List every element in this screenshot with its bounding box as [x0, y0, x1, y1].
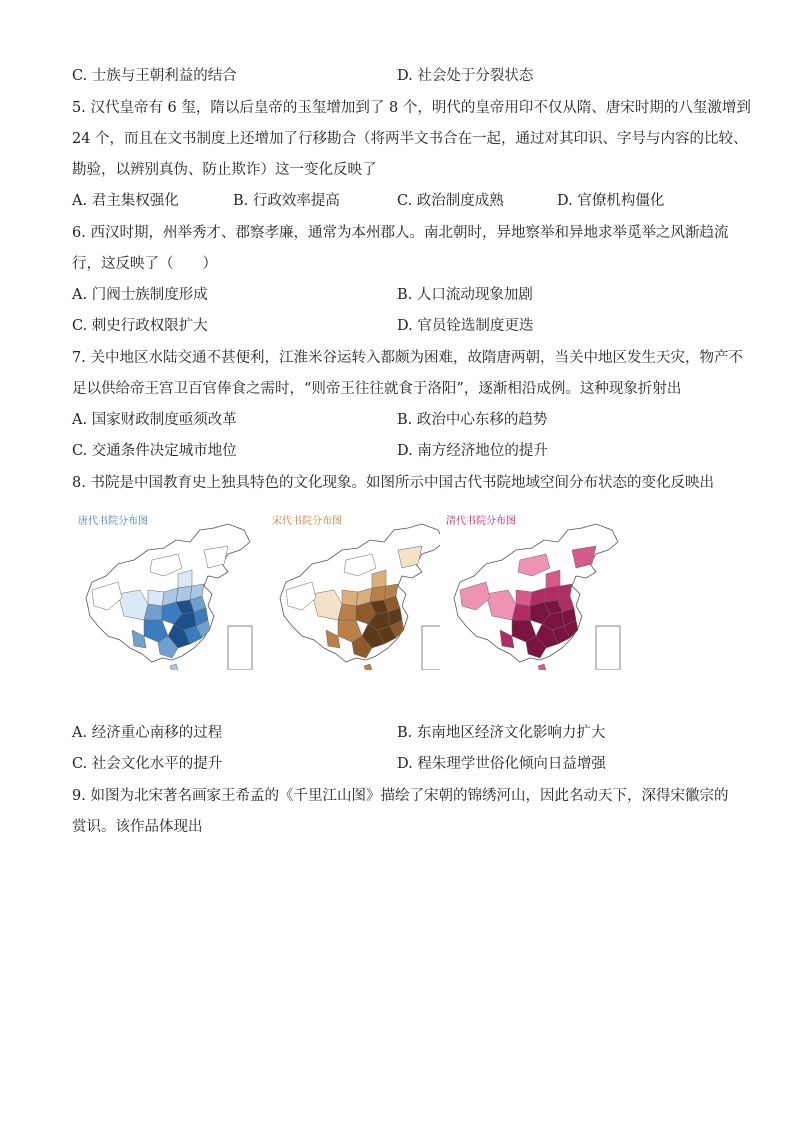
q8-option-c: C. 社会文化水平的提升: [72, 756, 223, 772]
map-title: 唐代书院分布图: [78, 516, 148, 527]
q7-option-b: B. 政治中心东移的趋势: [397, 412, 548, 428]
q6-option-b: B. 人口流动现象加剧: [397, 287, 533, 303]
q6-option-c: C. 刺史行政权限扩大: [72, 318, 208, 334]
q5-stem-line-1: 5. 汉代皇帝有 6 玺，隋以后皇帝的玉玺增加到了 8 个，明代的皇帝用印不仅从隋、唐宋时期的八玺激增到: [72, 100, 751, 116]
q6-stem-line-2: 行，这反映了（ ）: [72, 256, 217, 272]
song-academy-map: [266, 508, 448, 670]
hainan-island: [538, 664, 546, 670]
q8-option-b: B. 东南地区经济文化影响力扩大: [397, 725, 606, 741]
q6-option-a: A. 门阀士族制度形成: [72, 287, 208, 303]
q9-stem-line-1: 9. 如图为北宋著名画家王希孟的《千里江山图》描绘了宋朝的锦绣河山，因此名动天下，深得宋徽宗的: [72, 788, 729, 804]
q7-option-d: D. 南方经济地位的提升: [397, 443, 548, 459]
province-region: [204, 546, 228, 568]
map-graphic: [266, 508, 448, 670]
q4-option-d: D. 社会处于分裂状态: [397, 68, 534, 84]
q7-stem-line-1: 7. 关中地区水陆交通不甚便利，江淮米谷运转入都颇为困难，故隋唐两朝，当关中地区发生天灾，物产不: [72, 350, 743, 366]
south-sea-inset: [228, 626, 252, 670]
province-region: [544, 586, 560, 602]
province-region: [516, 590, 532, 606]
q6-stem-line-1: 6. 西汉时期，州举秀才、郡察孝廉，通常为本州郡人。南北朝时，异地察举和异地求举觅举之风渐趋流: [72, 225, 729, 241]
q5-option-b: B. 行政效率提高: [233, 193, 340, 209]
q9-stem-line-2: 赏识。该作品体现出: [72, 819, 203, 835]
q5-stem-line-3: 勘验，以辨别真伪、防止欺诈）这一变化反映了: [72, 162, 377, 178]
hainan-island: [364, 664, 372, 670]
q8-option-d: D. 程朱理学世俗化倾向日益增强: [397, 756, 606, 772]
q5-stem-line-2: 24 个，而且在文书制度上还增加了行移勘合（将两半文书合在一起，通过对其印识、字号与内容的比较、: [72, 131, 748, 147]
province-region: [342, 590, 358, 606]
q4-option-c: C. 士族与王朝利益的结合: [72, 68, 237, 84]
province-region: [370, 586, 386, 602]
q5-option-c: C. 政治制度成熟: [397, 193, 504, 209]
south-sea-inset: [596, 626, 620, 670]
q7-option-c: C. 交通条件决定城市地位: [72, 443, 237, 459]
qing-academy-map: [440, 508, 622, 670]
map-title: 宋代书院分布图: [272, 516, 342, 527]
q7-stem-line-2: 足以供给帝王宫卫百官俸食之需时，“则帝王往往就食于洛阳”，逐渐相沿成例。这种现象折射出: [72, 381, 682, 397]
province-region: [572, 546, 596, 568]
q8-option-a: A. 经济重心南移的过程: [72, 725, 223, 741]
tang-academy-map: [72, 508, 254, 670]
province-region: [398, 546, 422, 568]
q6-option-d: D. 官员铨选制度更迭: [397, 318, 534, 334]
q5-option-a: A. 君主集权强化: [72, 193, 179, 209]
province-region: [148, 590, 164, 606]
hainan-island: [170, 664, 178, 670]
q7-option-a: A. 国家财政制度亟须改革: [72, 412, 237, 428]
map-graphic: [440, 508, 622, 670]
province-region: [176, 586, 192, 602]
map-graphic: [72, 508, 254, 670]
map-title: 清代书院分布图: [446, 516, 516, 527]
q8-stem-line-1: 8. 书院是中国教育史上独具特色的文化现象。如图所示中国古代书院地域空间分布状态的变化反映出: [72, 475, 714, 491]
q5-option-d: D. 官僚机构僵化: [557, 193, 665, 209]
